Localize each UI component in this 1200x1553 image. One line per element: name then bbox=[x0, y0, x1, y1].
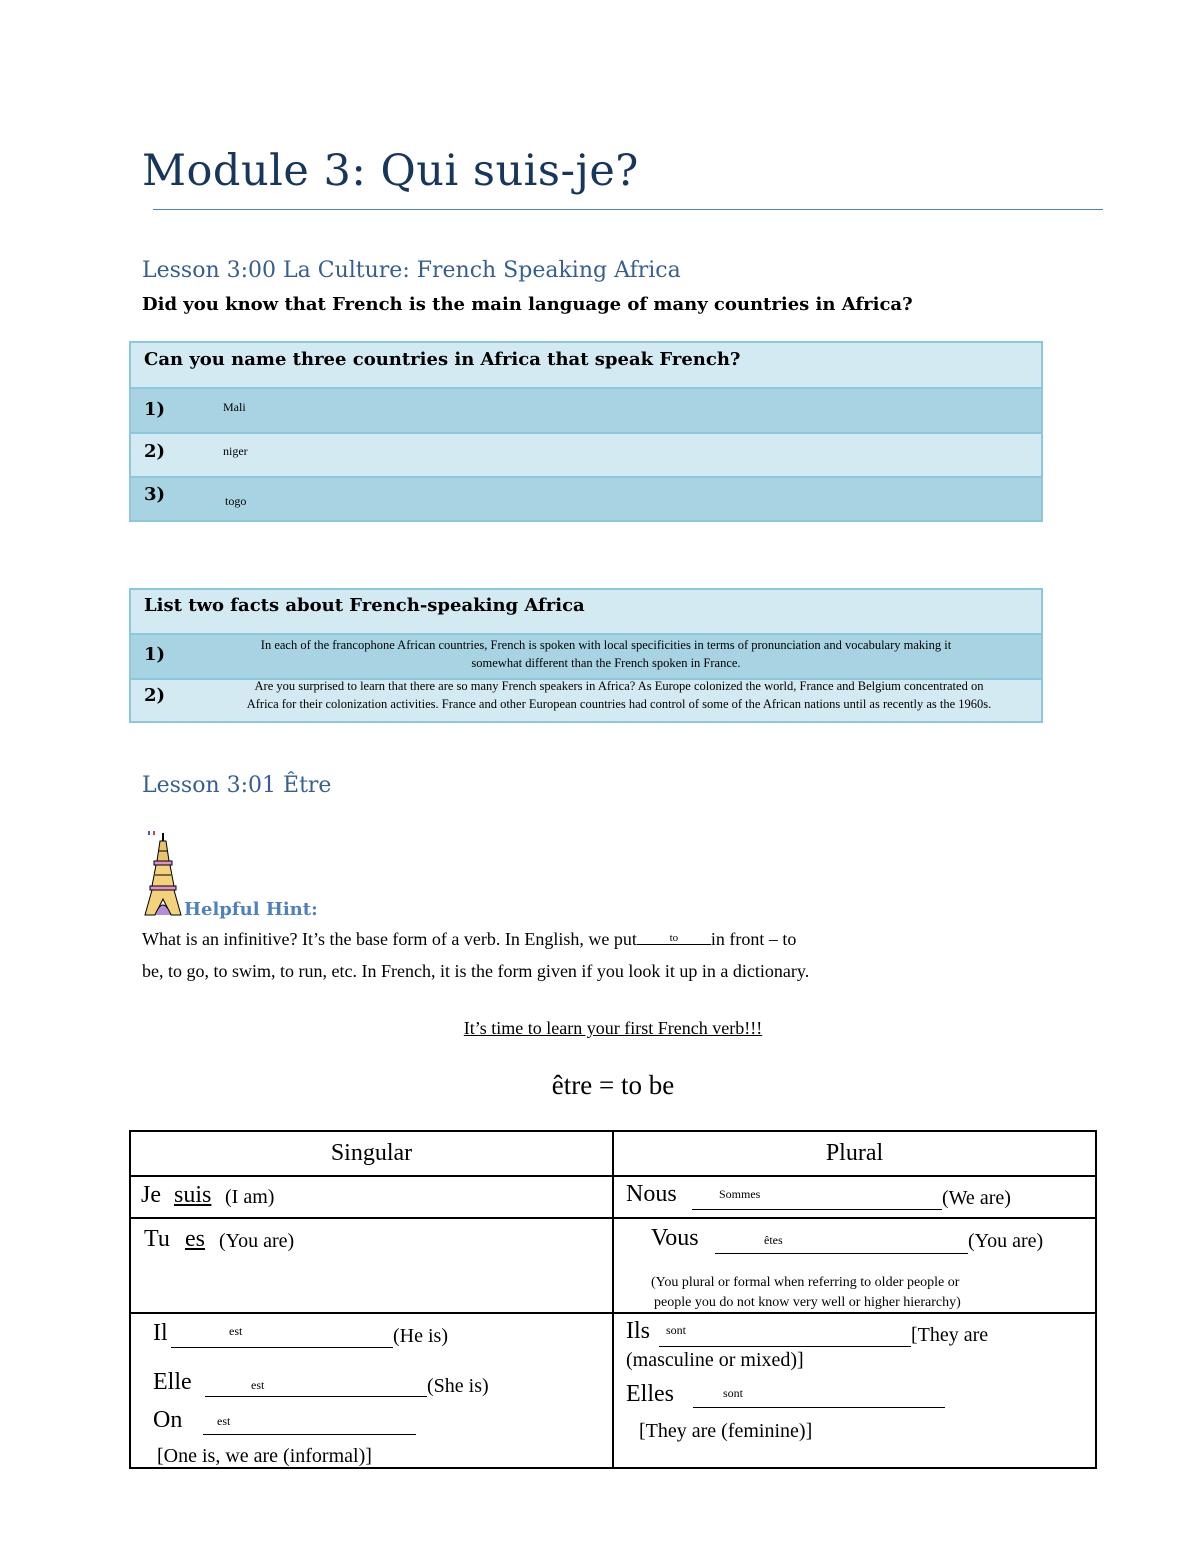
table-divider bbox=[131, 1217, 1095, 1219]
facts-question: List two facts about French-speaking Africa bbox=[144, 595, 585, 616]
hint-text-a: What is an infinitive? It’s the base form of a verb. In English, we put bbox=[142, 929, 637, 949]
helpful-hint-label: Helpful Hint: bbox=[184, 899, 318, 920]
ils-translation: [They are bbox=[911, 1324, 989, 1346]
facts-table bbox=[129, 588, 1043, 723]
on-blank-line bbox=[203, 1434, 416, 1435]
title-divider bbox=[153, 209, 1103, 210]
vous-note-line-2: people you do not know very well or higher hierarchy) bbox=[654, 1295, 961, 1310]
row-number: 2) bbox=[144, 441, 166, 462]
table-divider bbox=[131, 1312, 1095, 1314]
on-translation: [One is, we are (informal)] bbox=[157, 1445, 372, 1467]
nous-blank-line bbox=[692, 1209, 942, 1210]
countries-question: Can you name three countries in Africa that speak French? bbox=[144, 349, 741, 370]
eiffel-tower-icon bbox=[143, 831, 183, 917]
hint-paragraph-line-1 bbox=[142, 929, 796, 950]
nous-pronoun: Nous bbox=[626, 1181, 677, 1207]
elles-answer[interactable]: sont bbox=[723, 1386, 744, 1400]
lesson-heading-culture: Lesson 3:00 La Culture: French Speaking Africa bbox=[142, 258, 681, 283]
vous-blank-line bbox=[715, 1253, 968, 1254]
lesson-heading-etre: Lesson 3:01 Être bbox=[142, 773, 332, 798]
countries-table-header bbox=[131, 343, 1041, 387]
ils-pronoun: Ils bbox=[626, 1318, 650, 1344]
elle-translation: (She is) bbox=[427, 1375, 489, 1397]
nous-translation: (We are) bbox=[942, 1187, 1011, 1209]
fact-row-1 bbox=[131, 633, 1041, 678]
elle-pronoun: Elle bbox=[153, 1369, 192, 1395]
conjugation-table bbox=[129, 1130, 1097, 1469]
infinitive-blank[interactable]: to bbox=[637, 932, 711, 945]
country-answer-2[interactable]: niger bbox=[223, 444, 248, 458]
facts-table-header bbox=[131, 590, 1041, 633]
ils-answer[interactable]: sont bbox=[666, 1323, 687, 1337]
elles-translation: [They are (feminine)] bbox=[639, 1420, 813, 1442]
countries-table bbox=[129, 341, 1043, 522]
hint-text-b: in front – to bbox=[710, 929, 797, 949]
vous-answer[interactable]: êtes bbox=[764, 1233, 783, 1247]
il-answer[interactable]: est bbox=[229, 1324, 243, 1338]
country-row-1 bbox=[131, 387, 1041, 432]
il-blank-line bbox=[171, 1347, 393, 1348]
tu-pronoun: Tu bbox=[144, 1226, 170, 1252]
table-divider bbox=[612, 1132, 614, 1467]
je-pronoun: Je bbox=[141, 1182, 161, 1208]
row-number: 3) bbox=[144, 484, 166, 505]
vous-translation: (You are) bbox=[968, 1230, 1044, 1252]
vous-note-line-1: (You plural or formal when referring to older people or bbox=[651, 1275, 960, 1290]
elles-pronoun: Elles bbox=[626, 1381, 674, 1407]
il-translation: (He is) bbox=[393, 1325, 448, 1347]
elle-blank-line bbox=[205, 1396, 427, 1397]
ils-translation-cont: (masculine or mixed)] bbox=[626, 1349, 804, 1371]
first-verb-announcement: It’s time to learn your first French verb!!! bbox=[463, 1018, 763, 1038]
je-verb: suis bbox=[174, 1182, 212, 1208]
fact-1-line-2: somewhat different than the French spoken in France. bbox=[471, 656, 741, 670]
intro-question: Did you know that French is the main language of many countries in Africa? bbox=[142, 294, 913, 315]
plural-header: Plural bbox=[825, 1140, 884, 1166]
fact-row-2 bbox=[131, 678, 1041, 721]
country-row-3 bbox=[131, 476, 1041, 520]
table-divider bbox=[131, 1175, 1095, 1177]
row-number: 1) bbox=[144, 399, 166, 420]
row-number: 2) bbox=[144, 685, 166, 706]
tu-verb: es bbox=[185, 1226, 205, 1252]
first-verb-line bbox=[0, 1018, 1200, 1039]
country-answer-3[interactable]: togo bbox=[225, 494, 247, 508]
nous-answer[interactable]: Sommes bbox=[719, 1187, 761, 1201]
on-pronoun: On bbox=[153, 1407, 183, 1433]
hint-paragraph-line-2: be, to go, to swim, to run, etc. In French, it is the form given if you look it up in a dictionary. bbox=[142, 961, 810, 981]
on-answer[interactable]: est bbox=[217, 1414, 231, 1428]
tu-translation: (You are) bbox=[219, 1230, 295, 1252]
fact-2-line-2: Africa for their colonization activities. France and other European countries had control of some of the African nations until as recently as the 1960s. bbox=[246, 697, 992, 711]
country-answer-1[interactable]: Mali bbox=[223, 400, 246, 414]
fact-answer-2[interactable] bbox=[159, 677, 1079, 713]
il-pronoun: Il bbox=[153, 1320, 168, 1346]
ils-blank-line bbox=[659, 1346, 911, 1347]
elle-answer[interactable]: est bbox=[251, 1378, 265, 1392]
je-translation: (I am) bbox=[225, 1186, 275, 1208]
row-number: 1) bbox=[144, 644, 166, 665]
page-title: Module 3: Qui suis-je? bbox=[142, 146, 639, 196]
singular-header: Singular bbox=[330, 1140, 413, 1166]
fact-answer-1[interactable] bbox=[171, 636, 1041, 672]
country-row-2 bbox=[131, 432, 1041, 476]
fact-2-line-1: Are you surprised to learn that there are so many French speakers in Africa? As Europe colonized the world, France and Belgium concentrated on bbox=[254, 679, 984, 693]
verb-title: être = to be bbox=[551, 1070, 675, 1100]
vous-pronoun: Vous bbox=[651, 1225, 699, 1251]
elles-blank-line bbox=[693, 1407, 945, 1408]
fact-1-line-1: In each of the francophone African countries, French is spoken with local specificities in terms of pronunciation and vocabulary making it bbox=[260, 638, 952, 652]
